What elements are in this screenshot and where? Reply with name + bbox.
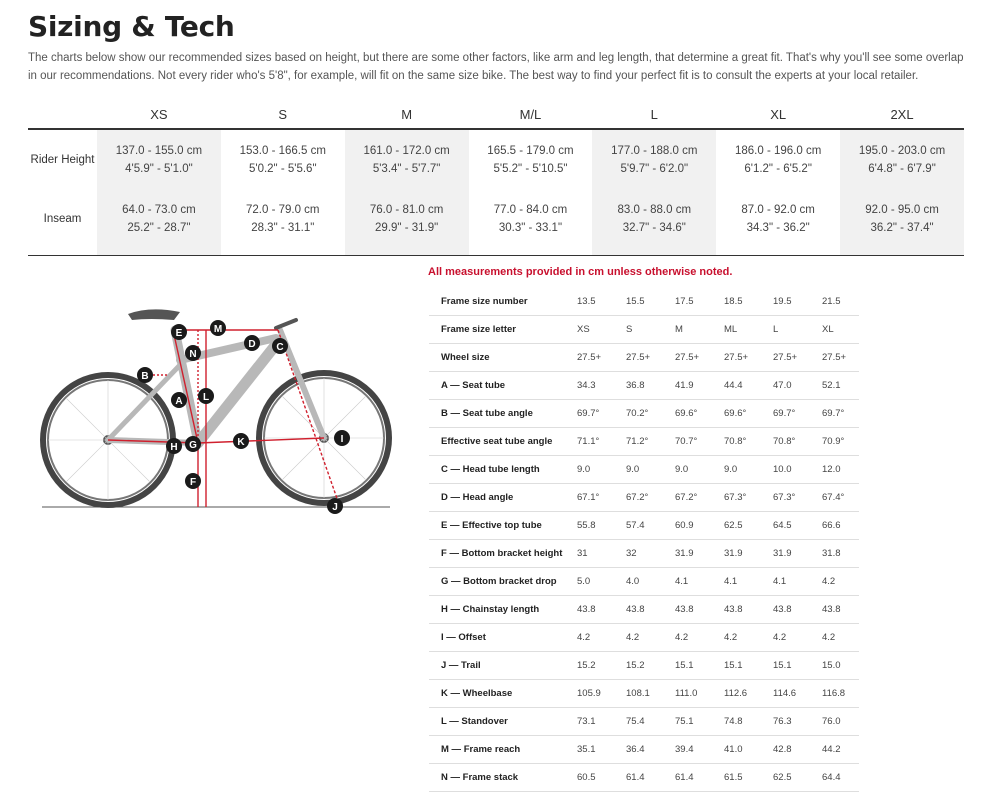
geometry-row [429,428,859,456]
geometry-value: 52.1 [810,372,859,400]
geometry-row-label: B — Seat tube angle [429,400,565,428]
marker-e [171,324,187,340]
geometry-row-label: Wheel size [429,344,565,372]
geometry-value: 4.2 [565,624,614,652]
geometry-value: 31 [565,540,614,568]
height-in: 6'4.8" - 6'7.9" [868,162,936,175]
geometry-value: 47.0 [761,372,810,400]
marker-k [233,433,249,449]
geometry-value: 43.8 [810,596,859,624]
svg-text:J: J [332,502,338,513]
rider-height-cell [221,129,345,187]
marker-c [272,338,288,354]
geometry-value: 43.8 [761,596,810,624]
geometry-row [429,288,859,316]
wheel-spokes [48,378,384,500]
geometry-value: 76.0 [810,708,859,736]
size-header-blank [28,100,97,129]
svg-text:L: L [202,392,210,403]
size-header-ml: M/L [469,100,593,129]
svg-text:G: G [189,440,197,451]
geometry-value: 108.1 [614,680,663,708]
geometry-value: 27.5+ [761,344,810,372]
inseam-cell [716,187,840,256]
geometry-value: 4.1 [761,568,810,596]
inseam-cm: 72.0 - 79.0 cm [246,204,320,216]
geometry-value: XL [810,316,859,344]
geometry-value: XS [565,316,614,344]
geometry-row [429,484,859,512]
geometry-value: 43.8 [565,596,614,624]
geometry-value: 9.0 [565,456,614,484]
geometry-value: 12.0 [810,456,859,484]
geometry-row-label: I — Offset [429,624,565,652]
saddle [128,309,180,320]
inseam-cell [345,187,469,256]
geometry-value: 64.5 [761,512,810,540]
height-in: 5'0.2" - 5'5.6" [248,162,317,175]
page-title: Sizing & Tech [28,10,235,43]
height-in: 5'5.2" - 5'10.5" [493,162,568,175]
geometry-value: 111.0 [663,680,712,708]
geometry-row-label: F — Bottom bracket height [429,540,565,568]
geometry-row [429,652,859,680]
marker-l [198,388,214,404]
height-in: 4'5.9" - 5'1.0" [125,162,193,175]
geometry-value: 21.5 [810,288,859,316]
geometry-value: 76.3 [761,708,810,736]
geometry-value: 27.5+ [810,344,859,372]
inseam-cell [97,187,221,256]
geometry-value: 62.5 [761,764,810,792]
geometry-value: 15.1 [712,652,761,680]
geometry-row [429,764,859,792]
geometry-value: 60.5 [565,764,614,792]
geometry-value: 4.1 [663,568,712,596]
measurement-note: All measurements provided in cm unless otherwise noted. [428,266,733,278]
geometry-row [429,680,859,708]
marker-i [334,430,350,446]
geometry-value: 32 [614,540,663,568]
marker-b [137,367,153,383]
geometry-row-label: C — Head tube length [429,456,565,484]
inseam-cm: 92.0 - 95.0 cm [865,204,939,216]
size-header-row [28,100,964,129]
size-header-m: M [345,100,469,129]
geometry-value: 67.1° [565,484,614,512]
geometry-value: 70.8° [761,428,810,456]
geometry-value: 36.4 [614,736,663,764]
geometry-value: 27.5+ [712,344,761,372]
handlebar [276,320,296,328]
geometry-value: 70.9° [810,428,859,456]
geometry-row [429,512,859,540]
geometry-value: 15.2 [565,652,614,680]
geometry-value: 70.2° [614,400,663,428]
height-in: 5'9.7" - 6'2.0" [620,162,689,175]
geometry-row-label: Frame size letter [429,316,565,344]
height-cm: 195.0 - 203.0 cm [858,144,946,157]
inseam-in: 30.3" - 33.1" [498,222,563,234]
geometry-value: 69.7° [565,400,614,428]
height-cm: 186.0 - 196.0 cm [734,144,822,157]
svg-text:F: F [189,477,197,488]
geometry-value: 43.8 [614,596,663,624]
geometry-row [429,400,859,428]
geometry-value: 105.9 [565,680,614,708]
geometry-value: 36.8 [614,372,663,400]
geometry-row [429,736,859,764]
rider-height-row [28,129,964,187]
marker-d [244,335,260,351]
geometry-value: M [663,316,712,344]
geometry-row [429,708,859,736]
size-header-s: S [221,100,345,129]
geometry-row [429,596,859,624]
geometry-value: 13.5 [565,288,614,316]
geometry-value: 112.6 [712,680,761,708]
geometry-row [429,624,859,652]
geometry-value: 9.0 [712,456,761,484]
inseam-cm: 83.0 - 88.0 cm [617,204,692,216]
geometry-value: 61.5 [712,764,761,792]
geometry-value: 31.9 [712,540,761,568]
marker-g [185,436,201,452]
geometry-value: 19.5 [761,288,810,316]
geometry-value: 15.1 [761,652,810,680]
marker-m [210,320,226,336]
geometry-value: 4.2 [761,624,810,652]
geometry-value: 35.1 [565,736,614,764]
geometry-value: 4.2 [712,624,761,652]
marker-f [185,473,201,489]
geometry-value: 9.0 [614,456,663,484]
rider-height-cell [592,129,716,187]
geometry-value: S [614,316,663,344]
geometry-value: 75.4 [614,708,663,736]
geometry-value: 67.2° [663,484,712,512]
geometry-value: 71.2° [614,428,663,456]
geometry-value: 41.9 [663,372,712,400]
geometry-value: 67.4° [810,484,859,512]
geometry-value: 5.0 [565,568,614,596]
geometry-value: 43.8 [663,596,712,624]
size-chart-table [28,100,964,256]
bike-geometry-diagram [40,300,400,520]
geometry-row [429,316,859,344]
height-cm: 165.5 - 179.0 cm [487,144,574,157]
geometry-value: 4.2 [810,568,859,596]
geometry-value: 39.4 [663,736,712,764]
geometry-value: 9.0 [663,456,712,484]
geometry-value: 61.4 [663,764,712,792]
geometry-value: 64.4 [810,764,859,792]
svg-text:H: H [170,442,178,453]
size-header-xs: XS [97,100,221,129]
geometry-value: 69.6° [663,400,712,428]
geometry-value: L [761,316,810,344]
geometry-row-label: A — Seat tube [429,372,565,400]
height-cm: 153.0 - 166.5 cm [239,144,326,157]
geometry-value: ML [712,316,761,344]
geometry-row-label: H — Chainstay length [429,596,565,624]
geometry-row-label: L — Standover [429,708,565,736]
inseam-label: Inseam [28,187,97,256]
geometry-row-label: G — Bottom bracket drop [429,568,565,596]
geometry-value: 34.3 [565,372,614,400]
geometry-value: 15.5 [614,288,663,316]
svg-text:M: M [213,324,223,335]
svg-text:N: N [189,349,197,360]
geometry-row-label: E — Effective top tube [429,512,565,540]
geometry-value: 44.2 [810,736,859,764]
inseam-cell [592,187,716,256]
geometry-value: 4.1 [712,568,761,596]
rider-height-cell [716,129,840,187]
geometry-value: 57.4 [614,512,663,540]
rider-height-cell [97,129,221,187]
height-cm: 161.0 - 172.0 cm [363,144,450,157]
inseam-cell [469,187,593,256]
geometry-value: 60.9 [663,512,712,540]
geometry-value: 31.8 [810,540,859,568]
geometry-row-label: M — Frame reach [429,736,565,764]
size-header-2xl: 2XL [840,100,964,129]
inseam-cm: 76.0 - 81.0 cm [369,204,444,216]
geometry-value: 41.0 [712,736,761,764]
inseam-cm: 64.0 - 73.0 cm [122,204,196,216]
geometry-value: 69.7° [810,400,859,428]
height-cm: 137.0 - 155.0 cm [115,144,203,157]
svg-text:K: K [237,437,245,448]
geometry-table-body [429,288,859,792]
geometry-value: 116.8 [810,680,859,708]
size-header-xl: XL [716,100,840,129]
geometry-row-label: D — Head angle [429,484,565,512]
geometry-value: 69.7° [761,400,810,428]
geometry-value: 62.5 [712,512,761,540]
geometry-value: 10.0 [761,456,810,484]
marker-h [166,438,182,454]
geometry-value: 67.3° [712,484,761,512]
inseam-cell [221,187,345,256]
geometry-value: 31.9 [663,540,712,568]
inseam-in: 28.3" - 31.1" [251,222,315,234]
marker-a [171,392,187,408]
geometry-value: 114.6 [761,680,810,708]
geometry-row [429,540,859,568]
geometry-row-label: N — Frame stack [429,764,565,792]
geometry-value: 18.5 [712,288,761,316]
geometry-value: 67.3° [761,484,810,512]
geometry-value: 43.8 [712,596,761,624]
svg-text:B: B [141,371,149,382]
geometry-value: 66.6 [810,512,859,540]
rider-height-cell [840,129,964,187]
geometry-row-label: J — Trail [429,652,565,680]
geometry-value: 4.2 [663,624,712,652]
geometry-row [429,568,859,596]
geometry-value: 17.5 [663,288,712,316]
geometry-row [429,372,859,400]
inseam-cm: 77.0 - 84.0 cm [493,204,568,216]
geometry-value: 67.2° [614,484,663,512]
geometry-value: 70.7° [663,428,712,456]
geometry-value: 75.1 [663,708,712,736]
geometry-table [429,288,859,792]
geometry-value: 27.5+ [565,344,614,372]
geometry-value: 61.4 [614,764,663,792]
marker-n [185,345,201,361]
inseam-in: 34.3" - 36.2" [746,222,810,234]
inseam-in: 36.2" - 37.4" [870,222,934,234]
marker-j [327,498,343,514]
geometry-value: 15.0 [810,652,859,680]
geometry-row-label: Frame size number [429,288,565,316]
height-cm: 177.0 - 188.0 cm [611,144,698,157]
inseam-row [28,187,964,256]
geometry-value: 42.8 [761,736,810,764]
inseam-in: 25.2" - 28.7" [127,222,191,234]
svg-text:D: D [248,339,256,350]
svg-text:E: E [175,328,183,339]
inseam-cell [840,187,964,256]
geometry-value: 31.9 [761,540,810,568]
geometry-value: 15.2 [614,652,663,680]
geometry-row-label: Effective seat tube angle [429,428,565,456]
geometry-value: 74.8 [712,708,761,736]
size-header-l: L [592,100,716,129]
geometry-value: 4.0 [614,568,663,596]
geometry-value: 27.5+ [614,344,663,372]
rider-height-cell [345,129,469,187]
intro-text: The charts below show our recommended sizes based on height, but there are some other factors, like arm and leg length, that determine a great fit. That's why you'll see some overlap in our recommendations. Not every rider who's 5'8", for example, will fit on the same size bike. The best way to find your perfect fit is to consult the experts at your local retailer. [28,52,964,82]
inseam-cm: 87.0 - 92.0 cm [741,204,815,216]
geometry-value: 4.2 [810,624,859,652]
svg-text:A: A [175,396,183,407]
height-in: 6'1.2" - 6'5.2" [744,162,812,175]
inseam-in: 29.9" - 31.9" [375,222,439,234]
inseam-in: 32.7" - 34.6" [622,222,686,234]
svg-text:I: I [340,434,344,445]
geometry-value: 15.1 [663,652,712,680]
geometry-value: 27.5+ [663,344,712,372]
rider-height-label: Rider Height [30,153,95,166]
geometry-value: 44.4 [712,372,761,400]
geometry-value: 73.1 [565,708,614,736]
geometry-row [429,456,859,484]
height-in: 5'3.4" - 5'7.7" [372,162,441,175]
geometry-row [429,344,859,372]
geometry-value: 71.1° [565,428,614,456]
geometry-row-label: K — Wheelbase [429,680,565,708]
geometry-value: 55.8 [565,512,614,540]
rider-height-cell [469,129,593,187]
geometry-value: 4.2 [614,624,663,652]
geometry-value: 69.6° [712,400,761,428]
geometry-value: 70.8° [712,428,761,456]
svg-text:C: C [276,342,284,353]
